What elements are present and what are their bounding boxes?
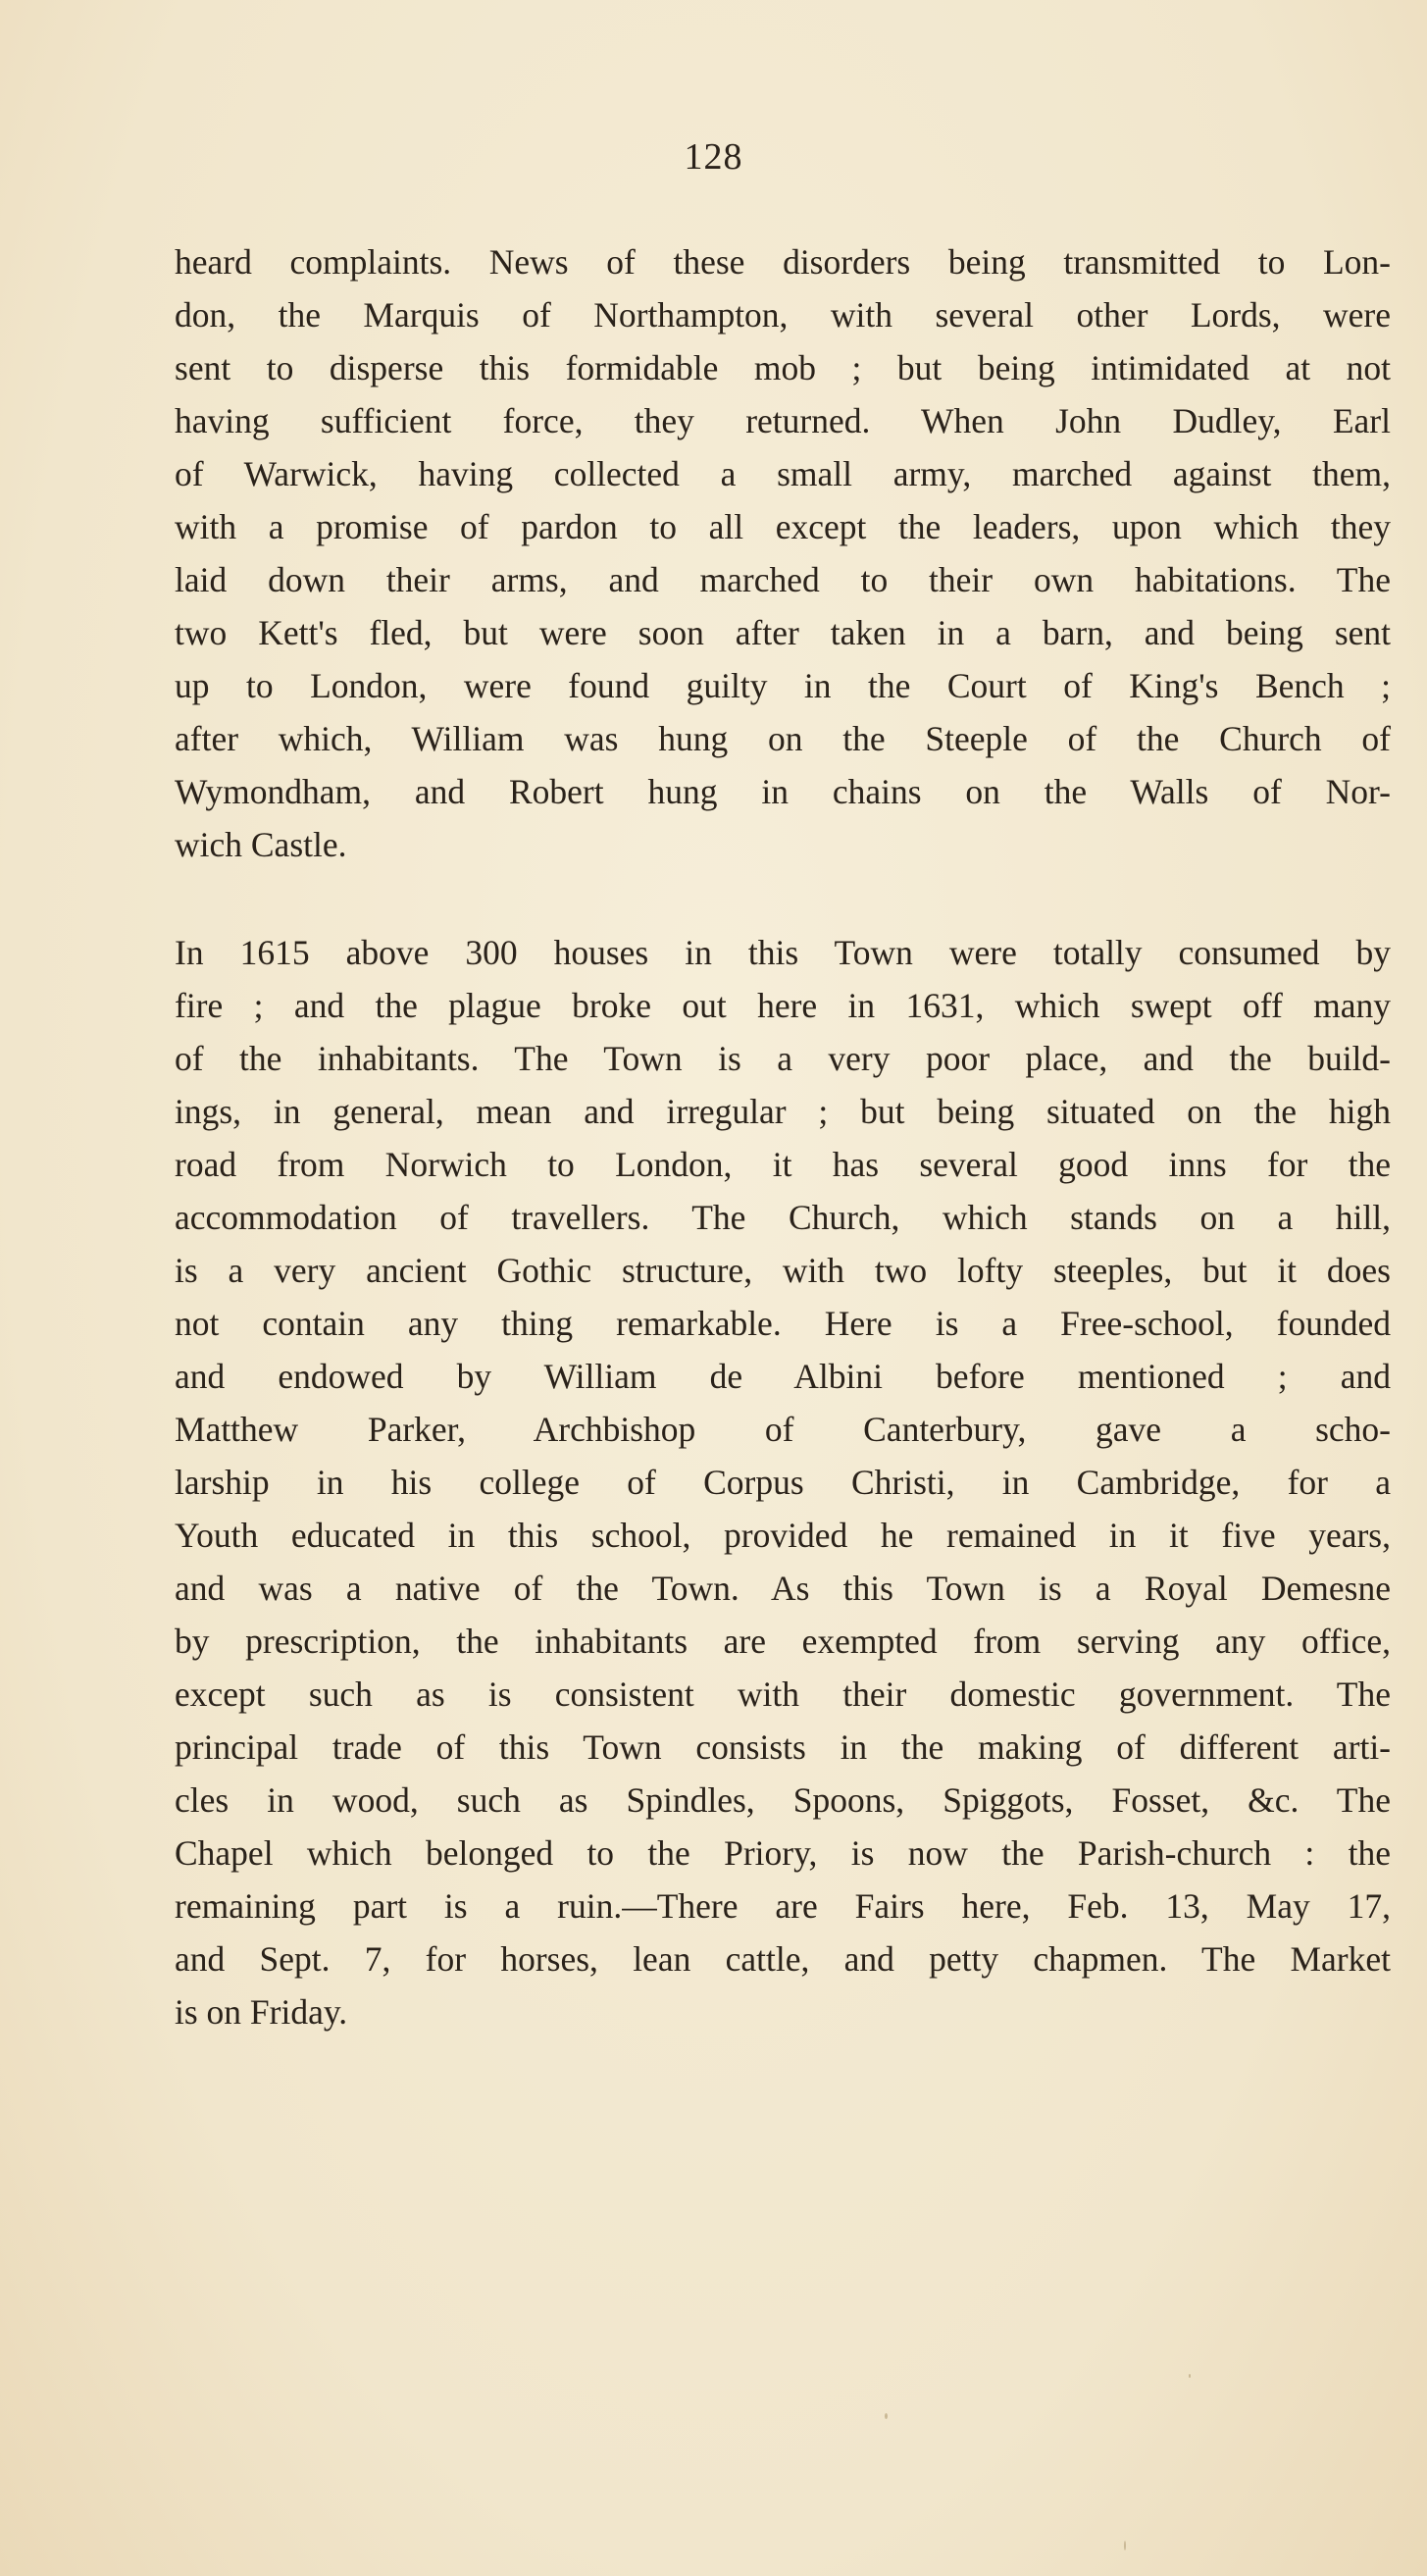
text-line: having sufficient force, they returned. When John Dudley, Earl — [175, 401, 1391, 440]
text-line: and Sept. 7, for horses, lean cattle, and petty chapmen. The Market — [175, 1939, 1391, 1979]
text-line: ings, in general, mean and irregular ; but being situated on the high — [175, 1092, 1391, 1131]
text-line: two Kett's fled, but were soon after taken in a barn, and being sent — [175, 613, 1391, 652]
text-line: and was a native of the Town. As this Town is a Royal Demesne — [175, 1569, 1391, 1608]
text-line: with a promise of pardon to all except the leaders, upon which they — [175, 507, 1391, 546]
text-line: accommodation of travellers. The Church, which stands on a hill, — [175, 1198, 1391, 1237]
text-line: heard complaints. News of these disorders being transmitted to Lon- — [175, 242, 1391, 282]
text-line: Wymondham, and Robert hung in chains on the Walls of Nor- — [175, 772, 1391, 811]
text-line: is on Friday. — [175, 1992, 348, 2032]
text-line: laid down their arms, and marched to their own habitations. The — [175, 560, 1391, 599]
paragraph-2 — [175, 926, 1391, 2038]
text-line: wich Castle. — [175, 825, 347, 864]
paper-speck — [1124, 2541, 1126, 2550]
text-line: In 1615 above 300 houses in this Town were totally consumed by — [175, 933, 1391, 972]
page-number: 128 — [684, 136, 743, 178]
text-line: is a very ancient Gothic structure, with two lofty steeples, but it does — [175, 1251, 1391, 1290]
text-line: remaining part is a ruin.—There are Fairs here, Feb. 13, May 17, — [175, 1886, 1391, 1926]
text-line: Youth educated in this school, provided he remained in it five years, — [175, 1516, 1391, 1555]
text-line: of the inhabitants. The Town is a very poor place, and the build- — [175, 1039, 1391, 1078]
text-line: larship in his college of Corpus Christi, in Cambridge, for a — [175, 1463, 1391, 1502]
text-line: after which, William was hung on the Steeple of the Church of — [175, 719, 1391, 758]
text-line: fire ; and the plague broke out here in 1631, which swept off many — [175, 986, 1391, 1025]
text-line: principal trade of this Town consists in the making of different arti- — [175, 1727, 1391, 1767]
text-line: cles in wood, such as Spindles, Spoons, Spiggots, Fosset, &c. The — [175, 1780, 1391, 1820]
text-line: don, the Marquis of Northampton, with several other Lords, were — [175, 295, 1391, 335]
text-line: sent to disperse this formidable mob ; but being intimidated at not — [175, 348, 1391, 387]
text-line: by prescription, the inhabitants are exempted from serving any office, — [175, 1622, 1391, 1661]
paper-speck — [885, 2413, 888, 2419]
paper-speck — [1189, 2374, 1191, 2378]
text-line: road from Norwich to London, it has several good inns for the — [175, 1145, 1391, 1184]
text-line: Matthew Parker, Archbishop of Canterbury, gave a scho- — [175, 1410, 1391, 1449]
text-line: up to London, were found guilty in the Court of King's Bench ; — [175, 666, 1391, 705]
text-line: Chapel which belonged to the Priory, is now the Parish-church : the — [175, 1833, 1391, 1873]
paragraph-1 — [175, 235, 1391, 871]
text-line: of Warwick, having collected a small army, marched against them, — [175, 454, 1391, 493]
text-line: not contain any thing remarkable. Here is a Free-school, founded — [175, 1304, 1391, 1343]
text-line: except such as is consistent with their domestic government. The — [175, 1674, 1391, 1714]
text-line: and endowed by William de Albini before mentioned ; and — [175, 1357, 1391, 1396]
